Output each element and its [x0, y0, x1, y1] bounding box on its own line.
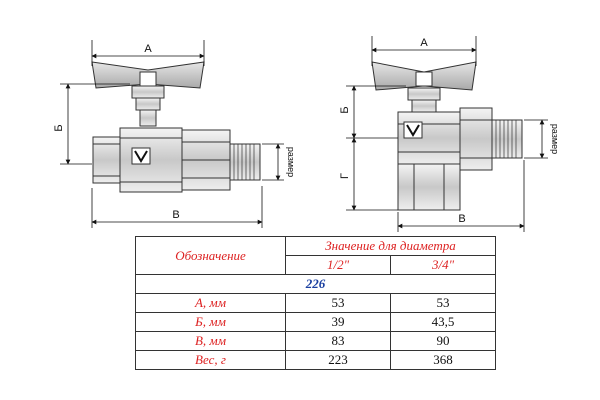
table-row — [136, 332, 496, 351]
table-row — [136, 294, 496, 313]
row-label: Б, мм — [136, 313, 286, 332]
right-dim-a: А — [420, 37, 428, 49]
table-row — [136, 313, 496, 332]
header-col-1: 1/2" — [286, 256, 391, 275]
right-valve — [372, 62, 522, 210]
left-dim-v: В — [172, 209, 180, 221]
header-col-2: 3/4" — [391, 256, 496, 275]
header-value: Значение для диаметра — [286, 237, 496, 256]
right-dim-v: В — [458, 213, 466, 225]
right-dim-size: размер — [550, 123, 560, 155]
row-label: В, мм — [136, 332, 286, 351]
spec-table — [135, 236, 496, 370]
model-number: 226 — [136, 275, 496, 294]
right-dim-g: Г — [339, 173, 351, 179]
header-designation: Обозначение — [136, 237, 286, 275]
left-dim-size: размер — [286, 146, 296, 178]
row-value-2: 90 — [391, 332, 496, 351]
table-row — [136, 351, 496, 370]
row-value-2: 368 — [391, 351, 496, 370]
row-value-2: 43,5 — [391, 313, 496, 332]
row-value-1: 83 — [286, 332, 391, 351]
left-valve — [92, 62, 260, 192]
row-value-1: 53 — [286, 294, 391, 313]
row-value-1: 39 — [286, 313, 391, 332]
right-dim-b: Б — [339, 106, 351, 114]
row-label: А, мм — [136, 294, 286, 313]
row-value-1: 223 — [286, 351, 391, 370]
left-dim-a: А — [144, 43, 152, 55]
row-label: Вес, г — [136, 351, 286, 370]
row-value-2: 53 — [391, 294, 496, 313]
left-dim-b: Б — [53, 124, 65, 132]
